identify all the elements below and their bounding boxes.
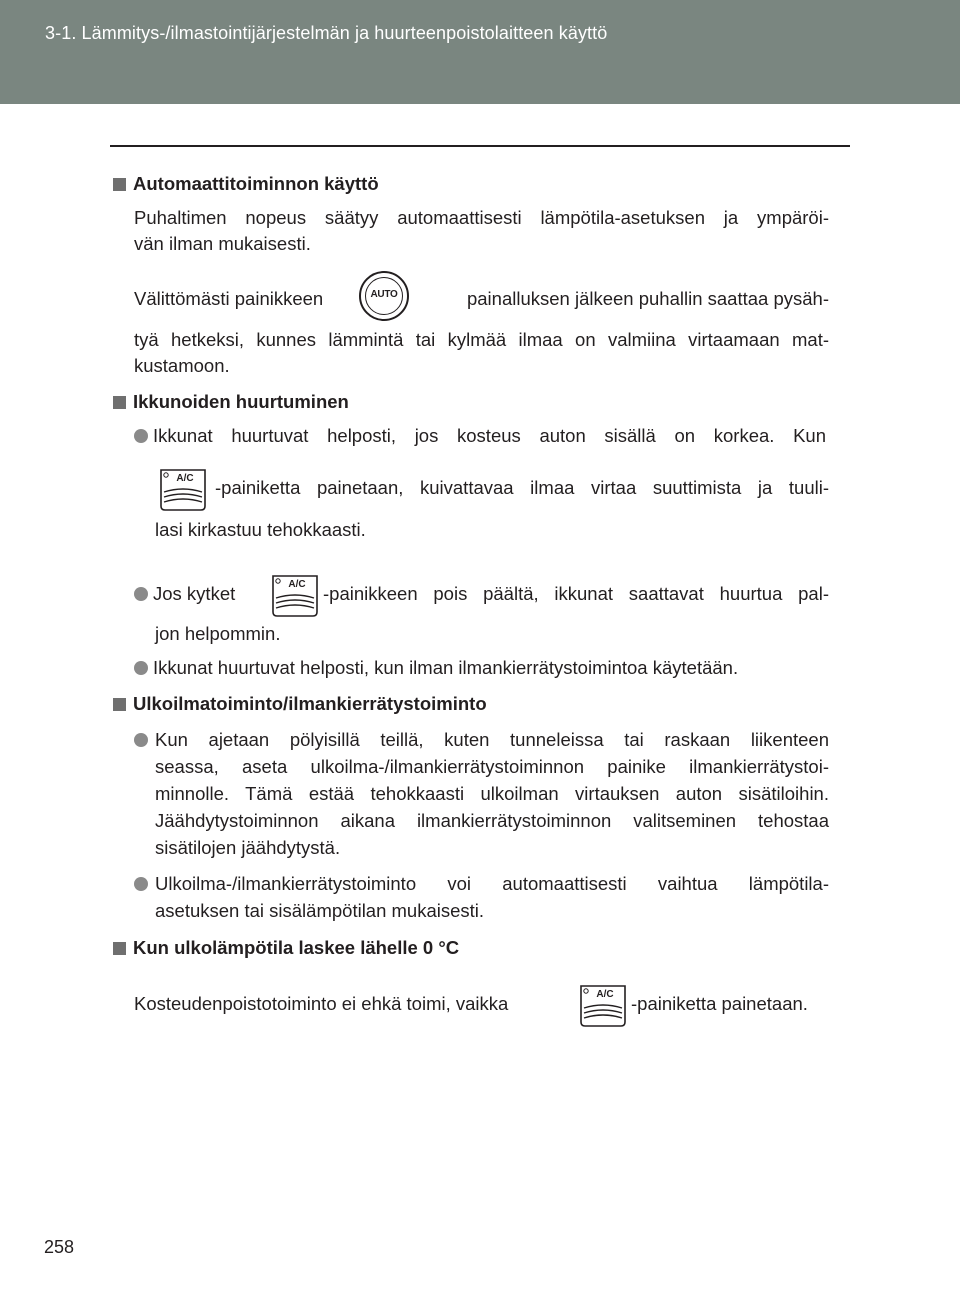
fog-b2-before: Jos kytket xyxy=(153,583,236,604)
auto-button-icon xyxy=(359,271,409,321)
heading-auto xyxy=(113,172,379,196)
fog-b1-line1-row xyxy=(134,424,829,448)
fog-b2-after: -painikkeen pois päältä, ikkunat saattavat huurtua pal- xyxy=(323,583,829,604)
ac-button-label: A/C xyxy=(596,989,614,1000)
heading-fog-text: Ikkunoiden huurtuminen xyxy=(133,391,349,412)
square-bullet-icon xyxy=(113,178,126,191)
auto-p2-line2: tyä hetkeksi, kunnes lämmintä tai kylmää ilmaa on valmiina virtaamaan mat- xyxy=(134,329,829,350)
fog-b3-row xyxy=(134,656,738,680)
fog-b2-before-row xyxy=(134,582,235,606)
ac-button-icon xyxy=(267,570,321,620)
ac-button-icon xyxy=(155,464,209,514)
square-bullet-icon xyxy=(113,942,126,955)
fog-b1-line3: lasi kirkastuu tehokkaasti. xyxy=(155,519,366,540)
ac-button-label: A/C xyxy=(288,579,306,590)
page-number: 258 xyxy=(44,1237,75,1257)
header-rule xyxy=(110,145,850,147)
heading-cold xyxy=(113,936,459,960)
fog-b1-line2: -painiketta painetaan, kuivattavaa ilmaa virtaa suuttimista ja tuuli- xyxy=(215,477,829,498)
square-bullet-icon xyxy=(113,396,126,409)
auto-p2-before: Välittömästi painikkeen xyxy=(134,288,324,309)
recirc-b1-line: Kun ajetaan pölyisillä teillä, kuten tunneleissa tai raskaan liikenteen xyxy=(155,729,829,750)
cold-p-before: Kosteudenpoistotoiminto ei ehkä toimi, vaikka xyxy=(134,993,509,1014)
ac-button-icon xyxy=(575,980,629,1030)
fog-b2-line2: jon helpommin. xyxy=(155,623,281,644)
heading-recirc xyxy=(113,692,487,716)
recirc-b1-line: sisätilojen jäähdytystä. xyxy=(155,837,341,858)
heading-auto-text: Automaattitoiminnon käyttö xyxy=(133,173,379,194)
auto-p2-line3: kustamoon. xyxy=(134,355,230,376)
recirc-b2-line2: asetuksen tai sisälämpötilan mukaisesti. xyxy=(155,900,485,921)
fog-b1-line1: Ikkunat huurtuvat helposti, jos kosteus auton sisällä on korkea. Kun xyxy=(153,425,826,446)
recirc-b1-line: Jäähdytystoiminnon aikana ilmankierrätystoiminnon valitseminen tehostaa xyxy=(155,810,829,831)
recirc-b1-line: seassa, aseta ulkoilma-/ilmankierrätystoiminnon painike ilmankierrätystoi- xyxy=(155,756,829,777)
section-title: 3-1. Lämmitys-/ilmastointijärjestelmän ja huurteenpoistolaitteen käyttö xyxy=(45,23,608,43)
round-bullet-icon xyxy=(134,661,148,675)
ac-button-label: A/C xyxy=(176,473,194,484)
heading-recirc-text: Ulkoilmatoiminto/ilmankierrätystoiminto xyxy=(133,693,487,714)
heading-cold-text: Kun ulkolämpötila laskee lähelle 0 °C xyxy=(133,937,460,958)
square-bullet-icon xyxy=(113,698,126,711)
fog-b3: Ikkunat huurtuvat helposti, kun ilman ilmankierrätystoimintoa käytetään. xyxy=(153,657,739,678)
recirc-b2-line1: Ulkoilma-/ilmankierrätystoiminto voi automaattisesti vaihtua lämpötila- xyxy=(155,873,829,894)
section-header xyxy=(0,0,960,104)
recirc-b1-line: minnolle. Tämä estää tehokkaasti ulkoilman virtauksen auton sisätiloihin. xyxy=(155,783,829,804)
round-bullet-icon xyxy=(134,429,148,443)
cold-p-after: -painiketta painetaan. xyxy=(631,993,808,1014)
auto-button-label: AUTO xyxy=(370,289,398,300)
heading-fog xyxy=(113,390,349,414)
auto-p2-after: painalluksen jälkeen puhallin saattaa pysäh- xyxy=(466,288,829,309)
round-bullet-icon xyxy=(134,877,148,891)
round-bullet-icon xyxy=(134,733,148,747)
auto-p1-line2: vän ilman mukaisesti. xyxy=(134,233,311,254)
auto-p1-line1: Puhaltimen nopeus säätyy automaattisesti lämpötila-asetuksen ja ympäröi- xyxy=(134,207,829,228)
round-bullet-icon xyxy=(134,587,148,601)
